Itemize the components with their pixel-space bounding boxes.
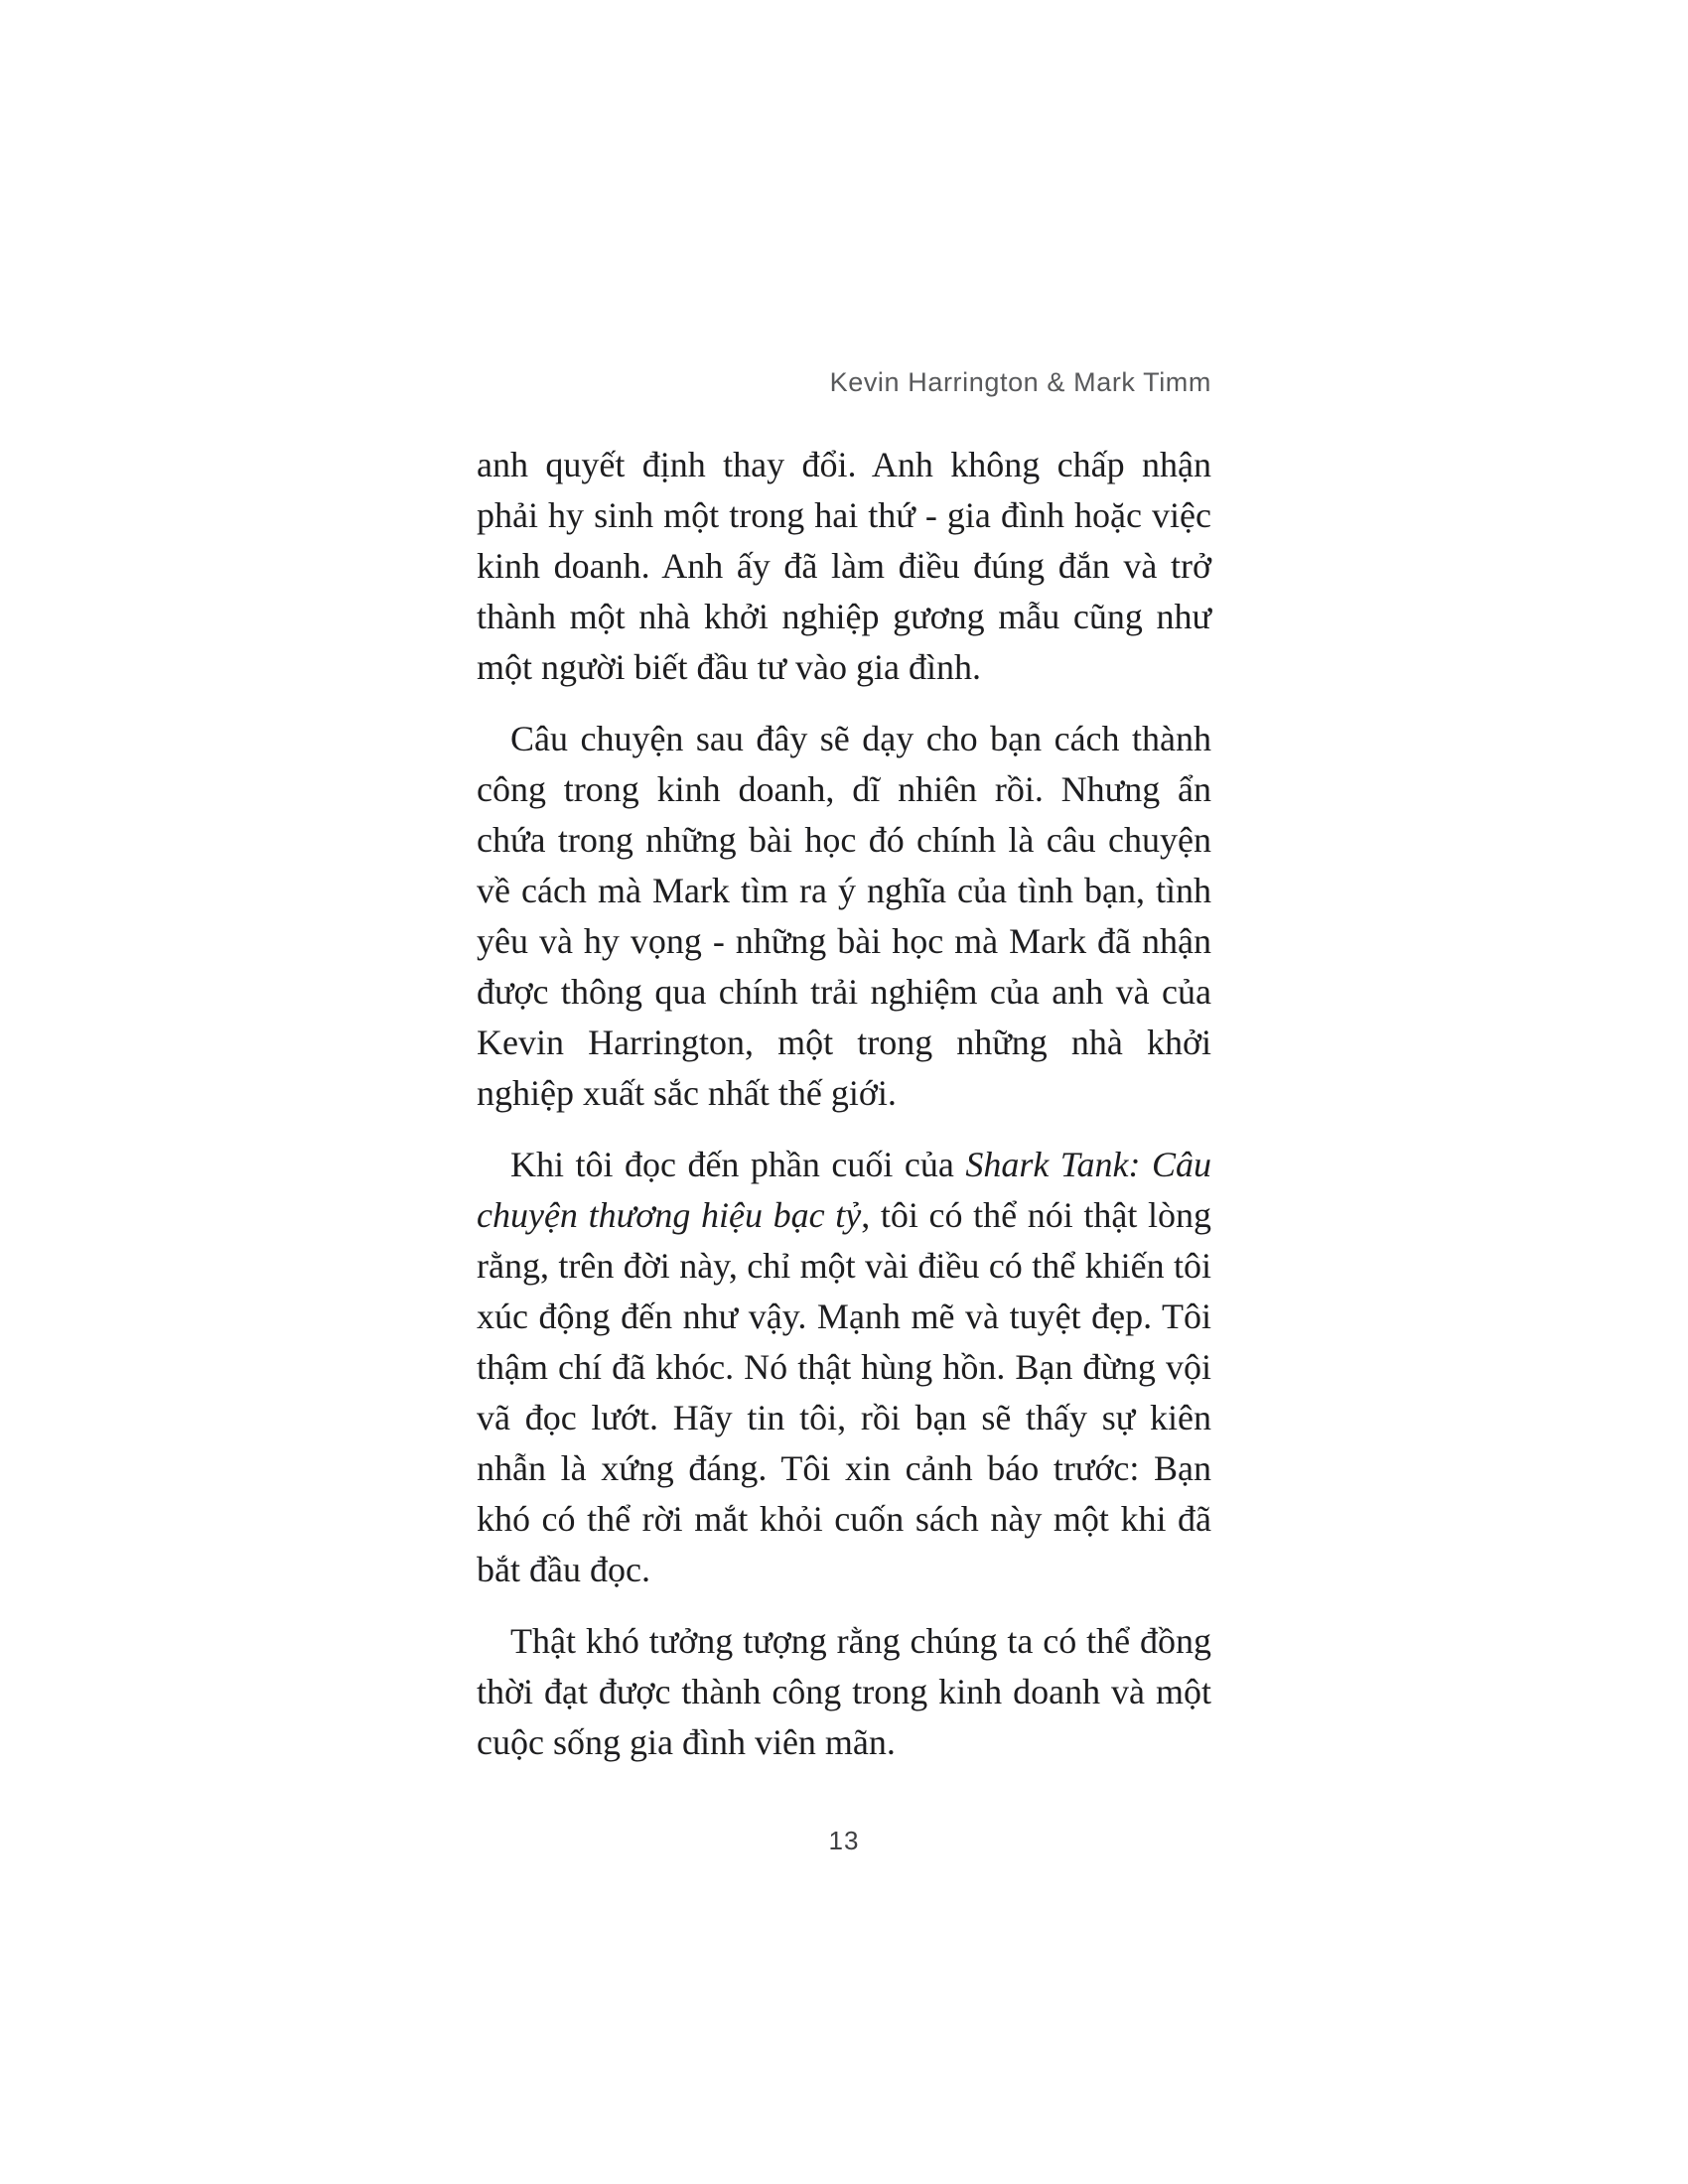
body-text bbox=[477, 440, 1211, 1768]
page-content bbox=[477, 0, 1211, 1856]
book-title-italic: Shark Tank: Câu chuyện thương hiệu bạc tỷ bbox=[477, 1145, 1211, 1235]
paragraph bbox=[477, 440, 1211, 693]
paragraph-text: , tôi có thể nói thật lòng rằng, trên đời này, chỉ một vài điều có thể khiến tôi xúc động đến như vậy. Mạnh mẽ và tuyệt đẹp. Tôi thậm chí đã khóc. Nó thật hùng hồn. Bạn đừng vội vã đọc lướt. Hãy tin tôi, rồi bạn sẽ thấy sự kiên nhẫn là xứng đáng. Tôi xin cảnh báo trước: Bạn khó có thể rời mắt khỏi cuốn sách này một khi đã bắt đầu đọc. bbox=[477, 1195, 1211, 1589]
paragraph-text: Thật khó tưởng tượng rằng chúng ta có thể đồng thời đạt được thành công trong kinh doanh và một cuộc sống gia đình viên mãn. bbox=[477, 1621, 1211, 1762]
paragraph-text: Khi tôi đọc đến phần cuối của bbox=[510, 1145, 966, 1184]
running-header: Kevin Harrington & Mark Timm bbox=[829, 367, 1211, 397]
paragraph-text: Câu chuyện sau đây sẽ dạy cho bạn cách thành công trong kinh doanh, dĩ nhiên rồi. Nhưng ẩn chứa trong những bài học đó chính là câu chuyện về cách mà Mark tìm ra ý nghĩa của tình bạn, tình yêu và hy vọng - những bài học mà Mark đã nhận được thông qua chính trải nghiệm của anh và của Kevin Harrington, một trong những nhà khởi nghiệp xuất sắc nhất thế giới. bbox=[477, 719, 1211, 1113]
paragraph bbox=[477, 1616, 1211, 1768]
page-number: 13 bbox=[828, 1826, 860, 1855]
paragraph bbox=[477, 714, 1211, 1119]
paragraph bbox=[477, 1140, 1211, 1595]
paragraph-text: anh quyết định thay đổi. Anh không chấp nhận phải hy sinh một trong hai thứ - gia đình hoặc việc kinh doanh. Anh ấy đã làm điều đúng đắn và trở thành một nhà khởi nghiệp gương mẫu cũng như một người biết đầu tư vào gia đình. bbox=[477, 445, 1211, 687]
